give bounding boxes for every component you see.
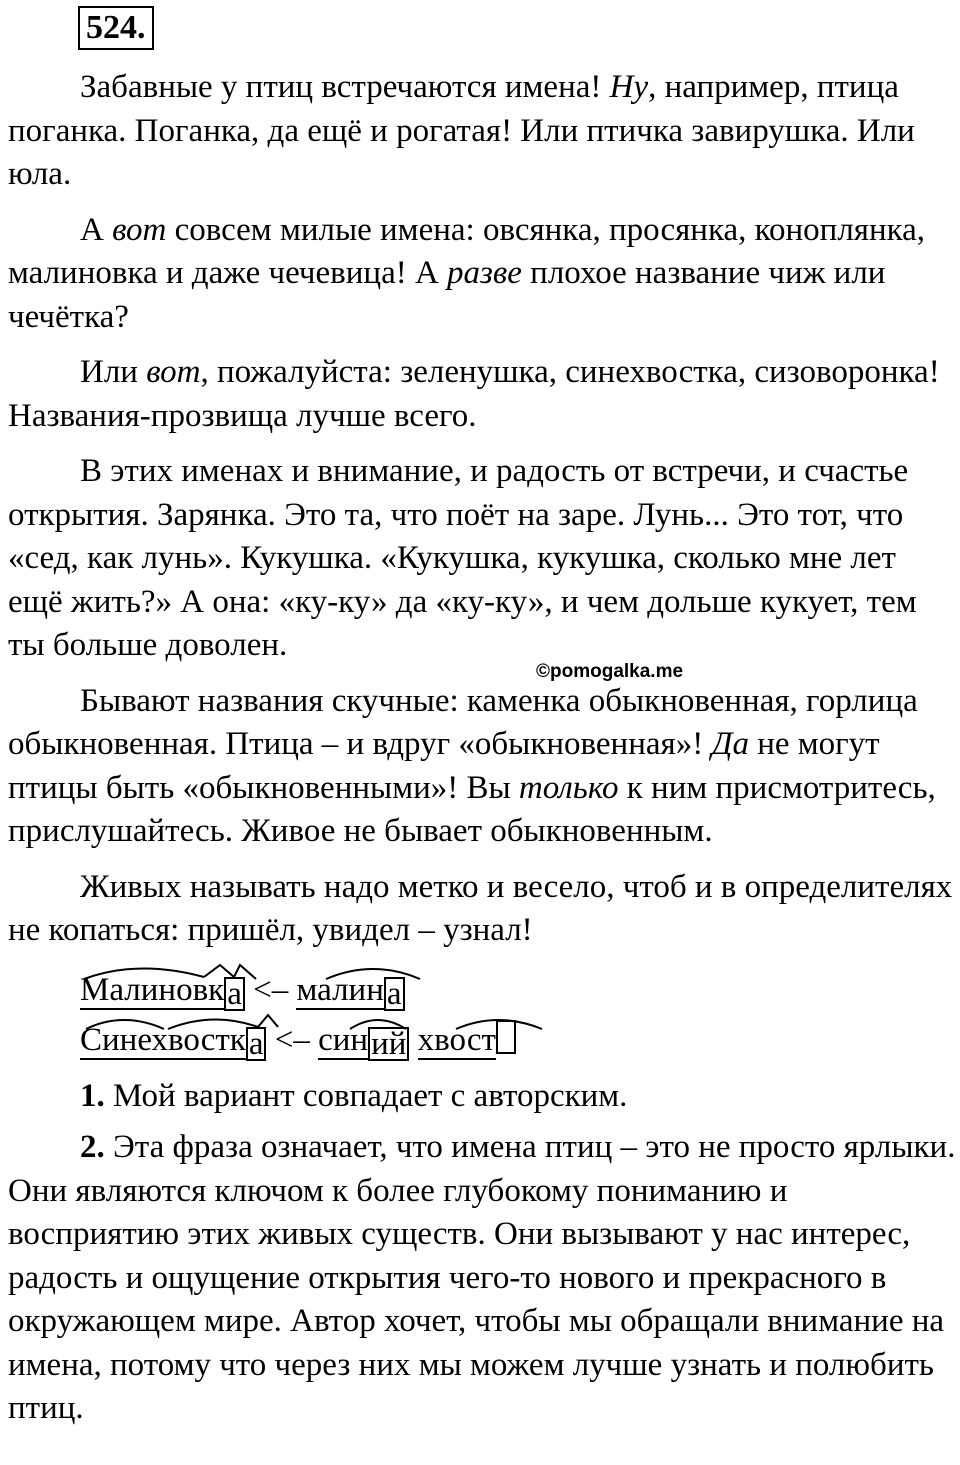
answer-2 — [8, 1126, 956, 1431]
morph-base-word-2b: хвост — [417, 1021, 496, 1058]
text-run: совсем милые имена: овсянка, просянка, коноплянка, малиновка и даже чечевица! А — [8, 211, 926, 291]
morph-line-1 — [80, 969, 405, 1012]
morph-word-1: Малиновк — [80, 971, 225, 1008]
italic-word: вот — [112, 211, 167, 248]
paragraph — [8, 351, 956, 438]
text-run: В этих именах и внимание, и радость от встречи, и счастье открытия. Зарянка. Это та, что поёт на заре. Лунь... Это тот, что «сед, как лунь». Кукушка. «Кукушка, кукушка, сколько мне лет ещё жить?» А она: «ку-ку» да «ку-ку», и чем дольше кукует, тем ты больше доволен. — [8, 453, 917, 663]
italic-word: вот — [146, 354, 201, 390]
text-run: , пожалуйста: зеленушка, синехвостка, сизоворонка! Названия-прозвища лучше всего. — [8, 354, 940, 434]
zero-ending-box — [496, 1020, 516, 1054]
story-paragraphs — [8, 66, 956, 953]
text-run: не могут птицы быть «обыкновенными»! Вы — [8, 726, 880, 806]
morph-base-word-2a: син — [318, 1021, 369, 1058]
ending-box: а — [246, 1027, 267, 1061]
derivation-arrow: <– — [266, 1021, 319, 1058]
paragraph — [8, 66, 956, 197]
italic-word: Да — [711, 726, 749, 762]
paragraph — [8, 680, 956, 854]
derivation-arrow: <– — [244, 971, 297, 1008]
exercise-text — [8, 66, 956, 1443]
ending-box: а — [384, 977, 405, 1011]
morph-word-2: Синехвостк — [80, 1021, 246, 1058]
ending-box: ий — [368, 1027, 409, 1061]
exercise-number: 524. — [78, 6, 154, 50]
paragraph — [8, 866, 956, 953]
watermark: ©pomogalka.me — [536, 661, 684, 682]
italic-word: разве — [447, 255, 522, 291]
italic-word: Ну — [609, 69, 649, 105]
answer-number: 2. — [80, 1129, 105, 1165]
answer-text: Мой вариант совпадает с авторским. — [104, 1077, 628, 1114]
answer-text: Эта фраза означает, что имена птиц – это не просто ярлыки. Они являются ключом к более глубокому пониманию и восприятию этих живых существ. Они вызывают у нас интерес, радость и ощущение открытия чего-то нового и прекрасного в окружающем мире. Автор хочет, чтобы мы обращали внимание на имена, потому что через них мы можем лучше узнать и полюбить птиц. — [8, 1129, 956, 1426]
text-run: Бывают названия скучные: каменка обыкновенная, горлица обыкновенная. Птица – и вдруг «обыкновенная»! — [8, 682, 918, 762]
text-run: Живых называть надо метко и весело, чтоб и в определителях не копаться: пришёл, увидел – узнал! — [8, 868, 953, 948]
morph-base-word-1: малин — [296, 971, 384, 1008]
text-run: , например, птица поганка. Поганка, да ещё и рогатая! Или птичка завирушка. Или юла. — [8, 69, 915, 192]
ending-box: а — [224, 977, 245, 1011]
text-run: к ним присмотритесь, прислушайтесь. Живое не бывает обыкновенным. — [8, 769, 936, 849]
morph-row-2 — [8, 1015, 956, 1065]
paragraph — [8, 450, 956, 668]
italic-word: только — [518, 769, 619, 806]
text-run: Забавные у птиц встречаются имена! — [80, 69, 610, 105]
morph-line-2 — [80, 1019, 516, 1062]
answer-number: 1. — [80, 1077, 105, 1114]
paragraph — [8, 209, 956, 340]
text-run: А — [80, 211, 113, 248]
text-run: Или — [80, 354, 147, 390]
text-run: плохое название чиж или чечётка? — [8, 255, 886, 335]
answer-1 — [8, 1075, 956, 1119]
